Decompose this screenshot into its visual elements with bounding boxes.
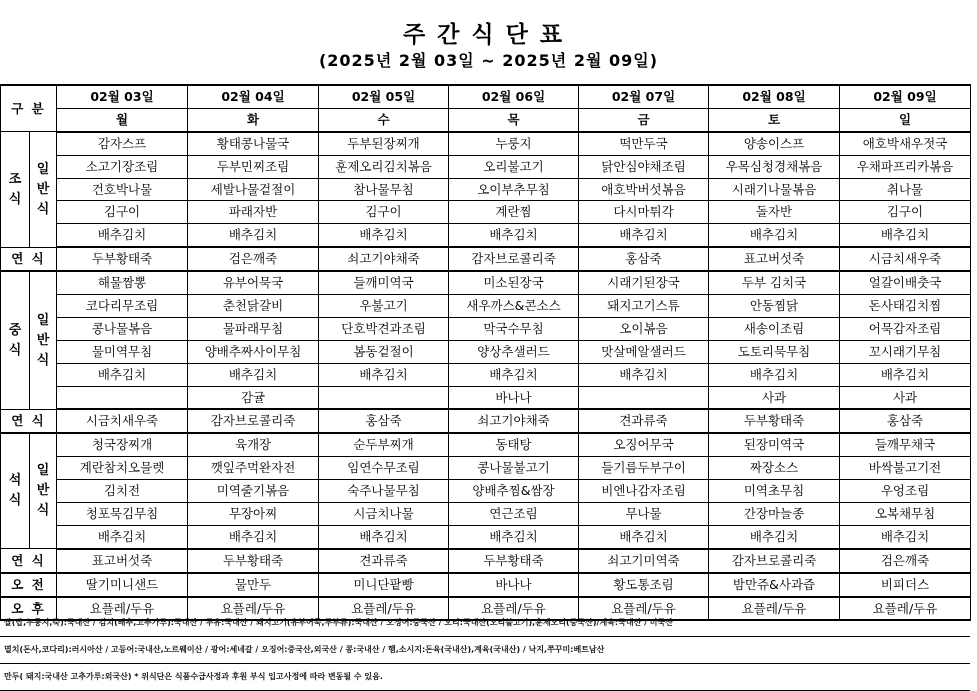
origin-note: 멸치(돈사,코다리):러시아산 / 고등어:국내산,노르웨이산 / 광어:세네갈 / 오징어:중국산,외국산 / 콩:국내산 / 햄,소시지:돈육(국내산),계육(국내산) / 낙지,쭈꾸미:베트남산 xyxy=(0,637,970,664)
dinner-dish-cell: 바싹불고기전 xyxy=(840,457,971,480)
lunch-dish-cell: 사과 xyxy=(709,386,840,409)
porridge-noon-item-cell: 견과류죽 xyxy=(579,409,709,433)
porridge-evening-item-cell: 견과류죽 xyxy=(319,549,449,573)
lunch-dish-cell: 두부 김치국 xyxy=(709,271,840,294)
dinner-dish-cell: 오징어무국 xyxy=(579,433,709,456)
lunch-row xyxy=(1,386,971,409)
dinner-dish-cell: 무장아찌 xyxy=(188,503,319,526)
lunch-row xyxy=(1,340,971,363)
dinner-dish-cell: 간장마늘종 xyxy=(709,503,840,526)
breakfast-dish-cell: 배추김치 xyxy=(579,224,709,247)
dinner-dish-cell: 청국장찌개 xyxy=(57,433,188,456)
porridge-noon-label: 연 식 xyxy=(1,409,57,433)
dinner-dish-cell: 배추김치 xyxy=(579,525,709,548)
dinner-row xyxy=(1,457,971,480)
breakfast-row xyxy=(1,201,971,224)
dinner-dish-cell: 배추김치 xyxy=(188,525,319,548)
dinner-dish-cell: 들기름두부구이 xyxy=(579,457,709,480)
breakfast-dish-cell: 다시마튀각 xyxy=(579,201,709,224)
lunch-dish-cell: 사과 xyxy=(840,386,971,409)
dinner-dish-cell: 동태탕 xyxy=(449,433,579,456)
dinner-dish-cell: 김치전 xyxy=(57,480,188,503)
lunch-dish-cell: 배추김치 xyxy=(57,363,188,386)
porridge-noon-item-cell: 홍삼죽 xyxy=(840,409,971,433)
breakfast-dish-cell: 파래자반 xyxy=(188,201,319,224)
breakfast-dish-cell: 누룽지 xyxy=(449,132,579,155)
breakfast-dish-cell: 세발나물겉절이 xyxy=(188,178,319,201)
dinner-row xyxy=(1,503,971,526)
breakfast-dish-cell: 배추김치 xyxy=(449,224,579,247)
porridge-evening-item-cell: 표고버섯죽 xyxy=(57,549,188,573)
porridge-noon-item-cell: 두부황태죽 xyxy=(709,409,840,433)
porridge-noon-item-cell: 감자브로콜리죽 xyxy=(188,409,319,433)
afternoon-snack-item-cell: 요플레/두유 xyxy=(319,597,449,621)
lunch-dish-cell: 돼지고기스튜 xyxy=(579,295,709,318)
lunch-type-label: 일 반 식 xyxy=(30,271,57,409)
section-header: 구 분 xyxy=(1,85,57,132)
dinner-dish-cell: 우엉조림 xyxy=(840,480,971,503)
porridge-noon-row xyxy=(1,409,971,433)
dinner-meal-label: 석 식 xyxy=(1,433,30,548)
porridge-morning-item-cell: 감자브로콜리죽 xyxy=(449,247,579,271)
lunch-row xyxy=(1,363,971,386)
afternoon-snack-item-cell: 요플레/두유 xyxy=(188,597,319,621)
weekday-cell: 월 xyxy=(57,108,188,131)
dinner-dish-cell: 숙주나물무침 xyxy=(319,480,449,503)
breakfast-dish-cell: 훈제오리김치볶음 xyxy=(319,155,449,178)
lunch-dish-cell: 맛살메알샐러드 xyxy=(579,340,709,363)
dinner-type-label: 일 반 식 xyxy=(30,433,57,548)
dinner-dish-cell: 콩나물불고기 xyxy=(449,457,579,480)
lunch-row xyxy=(1,271,971,294)
dinner-dish-cell: 양배추찜&쌈장 xyxy=(449,480,579,503)
lunch-dish-cell: 양배추짜사이무침 xyxy=(188,340,319,363)
date-cell: 02월 08일 xyxy=(709,85,840,108)
porridge-evening-item-cell: 두부황태죽 xyxy=(449,549,579,573)
dinner-dish-cell: 순두부찌개 xyxy=(319,433,449,456)
dinner-dish-cell: 미역초무침 xyxy=(709,480,840,503)
meal-table xyxy=(0,84,971,621)
porridge-noon-item-cell: 쇠고기야채죽 xyxy=(449,409,579,433)
lunch-dish-cell: 감귤 xyxy=(188,386,319,409)
lunch-dish-cell: 해물짬뽕 xyxy=(57,271,188,294)
porridge-evening-label: 연 식 xyxy=(1,549,57,573)
lunch-dish-cell: 오이볶음 xyxy=(579,317,709,340)
lunch-dish-cell: 미소된장국 xyxy=(449,271,579,294)
weekday-cell: 금 xyxy=(579,108,709,131)
breakfast-dish-cell: 두부민찌조림 xyxy=(188,155,319,178)
lunch-dish-cell: 어묵감자조림 xyxy=(840,317,971,340)
breakfast-dish-cell: 배추김치 xyxy=(840,224,971,247)
dinner-dish-cell: 배추김치 xyxy=(57,525,188,548)
morning-snack-item-cell: 바나나 xyxy=(449,573,579,597)
date-range: (2025년 2월 03일 ~ 2025년 2월 09일) xyxy=(318,51,659,70)
lunch-dish-cell xyxy=(319,386,449,409)
porridge-evening-row xyxy=(1,549,971,573)
weekday-cell: 토 xyxy=(709,108,840,131)
porridge-evening-item-cell: 감자브로콜리죽 xyxy=(709,549,840,573)
dinner-dish-cell: 미역줄기볶음 xyxy=(188,480,319,503)
porridge-morning-row xyxy=(1,247,971,271)
breakfast-dish-cell: 애호박새우젓국 xyxy=(840,132,971,155)
date-cell: 02월 06일 xyxy=(449,85,579,108)
morning-snack-item-cell: 황도통조림 xyxy=(579,573,709,597)
breakfast-dish-cell: 양송이스프 xyxy=(709,132,840,155)
lunch-dish-cell xyxy=(57,386,188,409)
dinner-dish-cell: 연근조림 xyxy=(449,503,579,526)
meal-table-body xyxy=(1,85,971,620)
breakfast-dish-cell: 황태콩나물국 xyxy=(188,132,319,155)
breakfast-dish-cell: 건호박나물 xyxy=(57,178,188,201)
porridge-morning-item-cell: 홍삼죽 xyxy=(579,247,709,271)
breakfast-dish-cell: 배추김치 xyxy=(319,224,449,247)
lunch-dish-cell: 콩나물볶음 xyxy=(57,317,188,340)
lunch-dish-cell: 얼갈이배춧국 xyxy=(840,271,971,294)
morning-snack-item-cell: 비피더스 xyxy=(840,573,971,597)
dinner-dish-cell: 들깨무채국 xyxy=(840,433,971,456)
morning-snack-label: 오 전 xyxy=(1,573,57,597)
breakfast-dish-cell: 애호박버섯볶음 xyxy=(579,178,709,201)
lunch-dish-cell: 배추김치 xyxy=(579,363,709,386)
lunch-dish-cell: 배추김치 xyxy=(188,363,319,386)
date-row xyxy=(1,85,971,108)
morning-snack-item-cell: 밤만쥬&사과즙 xyxy=(709,573,840,597)
lunch-dish-cell: 봄동겉절이 xyxy=(319,340,449,363)
morning-snack-item-cell: 딸기미니샌드 xyxy=(57,573,188,597)
breakfast-dish-cell: 참나물무침 xyxy=(319,178,449,201)
dinner-dish-cell: 배추김치 xyxy=(840,525,971,548)
breakfast-dish-cell: 돌자반 xyxy=(709,201,840,224)
porridge-noon-item-cell: 홍삼죽 xyxy=(319,409,449,433)
date-cell: 02월 09일 xyxy=(840,85,971,108)
dinner-dish-cell: 청포묵김무침 xyxy=(57,503,188,526)
lunch-dish-cell: 물미역무침 xyxy=(57,340,188,363)
breakfast-dish-cell: 취나물 xyxy=(840,178,971,201)
breakfast-dish-cell: 감자스프 xyxy=(57,132,188,155)
porridge-evening-item-cell: 검은깨죽 xyxy=(840,549,971,573)
breakfast-dish-cell: 김구이 xyxy=(57,201,188,224)
morning-snack-item-cell: 물만두 xyxy=(188,573,319,597)
afternoon-snack-item-cell: 요플레/두유 xyxy=(449,597,579,621)
dinner-dish-cell: 임연수무조림 xyxy=(319,457,449,480)
date-cell: 02월 04일 xyxy=(188,85,319,108)
afternoon-snack-item-cell: 요플레/두유 xyxy=(579,597,709,621)
porridge-evening-item-cell: 두부황태죽 xyxy=(188,549,319,573)
weekday-cell: 일 xyxy=(840,108,971,131)
dinner-dish-cell: 배추김치 xyxy=(319,525,449,548)
breakfast-dish-cell: 배추김치 xyxy=(709,224,840,247)
dinner-dish-cell: 육개장 xyxy=(188,433,319,456)
lunch-dish-cell: 양상추샐러드 xyxy=(449,340,579,363)
dinner-dish-cell: 계란참치오믈렛 xyxy=(57,457,188,480)
lunch-dish-cell: 배추김치 xyxy=(449,363,579,386)
breakfast-dish-cell: 김구이 xyxy=(840,201,971,224)
breakfast-dish-cell: 소고기장조림 xyxy=(57,155,188,178)
lunch-dish-cell: 시래기된장국 xyxy=(579,271,709,294)
dinner-dish-cell: 배추김치 xyxy=(709,525,840,548)
breakfast-dish-cell: 배추김치 xyxy=(57,224,188,247)
dinner-dish-cell: 시금치나물 xyxy=(319,503,449,526)
lunch-dish-cell: 배추김치 xyxy=(840,363,971,386)
porridge-morning-item-cell: 두부황태죽 xyxy=(57,247,188,271)
lunch-dish-cell: 바나나 xyxy=(449,386,579,409)
lunch-dish-cell xyxy=(579,386,709,409)
lunch-dish-cell: 새우까스&콘소스 xyxy=(449,295,579,318)
breakfast-dish-cell: 김구이 xyxy=(319,201,449,224)
porridge-morning-label: 연 식 xyxy=(1,247,57,271)
weekday-row xyxy=(1,108,971,131)
breakfast-dish-cell: 계란찜 xyxy=(449,201,579,224)
dinner-row xyxy=(1,433,971,456)
page-title: 주간식단표 xyxy=(402,22,575,48)
lunch-dish-cell: 도토리묵무침 xyxy=(709,340,840,363)
porridge-evening-item-cell: 쇠고기미역죽 xyxy=(579,549,709,573)
porridge-morning-item-cell: 쇠고기야채죽 xyxy=(319,247,449,271)
origin-note: 만두( 돼지:국내산 고추가루:외국산) * 위식단은 식품수급사정과 후원 부식 입고사정에 따라 변동될 수 있음. xyxy=(0,664,970,691)
lunch-dish-cell: 단호박견과조림 xyxy=(319,317,449,340)
afternoon-snack-item-cell: 요플레/두유 xyxy=(57,597,188,621)
breakfast-dish-cell: 시래기나물볶음 xyxy=(709,178,840,201)
date-cell: 02월 05일 xyxy=(319,85,449,108)
breakfast-row xyxy=(1,132,971,155)
dinner-dish-cell: 비엔나감자조림 xyxy=(579,480,709,503)
dinner-dish-cell: 깻잎주먹완자전 xyxy=(188,457,319,480)
date-cell: 02월 03일 xyxy=(57,85,188,108)
breakfast-row xyxy=(1,155,971,178)
lunch-dish-cell: 안동찜닭 xyxy=(709,295,840,318)
breakfast-dish-cell: 떡만두국 xyxy=(579,132,709,155)
breakfast-meal-label: 조 식 xyxy=(1,132,30,247)
lunch-dish-cell: 유부어묵국 xyxy=(188,271,319,294)
breakfast-type-label: 일 반 식 xyxy=(30,132,57,247)
dinner-row xyxy=(1,480,971,503)
lunch-dish-cell: 새송이조림 xyxy=(709,317,840,340)
lunch-dish-cell: 막국수무침 xyxy=(449,317,579,340)
dinner-dish-cell: 오복채무침 xyxy=(840,503,971,526)
lunch-dish-cell: 들깨미역국 xyxy=(319,271,449,294)
lunch-row xyxy=(1,295,971,318)
lunch-dish-cell: 코다리무조림 xyxy=(57,295,188,318)
porridge-noon-item-cell: 시금치새우죽 xyxy=(57,409,188,433)
morning-snack-row xyxy=(1,573,971,597)
porridge-morning-item-cell: 시금치새우죽 xyxy=(840,247,971,271)
origin-note: 쌀(밥,누룽지,죽):국내산 / 김치(배추,고추가루):국내산 / 두유:국내산 / 돼지고기(유부어묵,두부류):국내산 / 오징어:중국산 / 오리:국내산(오리불고기),훈제오리(중국산)/계육:국내산 / 미국산 xyxy=(0,610,970,637)
lunch-dish-cell: 우불고기 xyxy=(319,295,449,318)
breakfast-dish-cell: 우채파프리카볶음 xyxy=(840,155,971,178)
morning-snack-item-cell: 미니단팥빵 xyxy=(319,573,449,597)
lunch-row xyxy=(1,317,971,340)
lunch-dish-cell: 춘천닭갈비 xyxy=(188,295,319,318)
lunch-dish-cell: 돈사태김치찜 xyxy=(840,295,971,318)
notes-area xyxy=(0,610,970,691)
weekday-cell: 수 xyxy=(319,108,449,131)
dinner-dish-cell: 된장미역국 xyxy=(709,433,840,456)
dinner-dish-cell: 무나물 xyxy=(579,503,709,526)
breakfast-row xyxy=(1,178,971,201)
afternoon-snack-label: 오 후 xyxy=(1,597,57,621)
weekday-cell: 목 xyxy=(449,108,579,131)
breakfast-dish-cell: 우목심청경채볶음 xyxy=(709,155,840,178)
weekday-cell: 화 xyxy=(188,108,319,131)
dinner-dish-cell: 짜장소스 xyxy=(709,457,840,480)
lunch-dish-cell: 배추김치 xyxy=(709,363,840,386)
dinner-dish-cell: 배추김치 xyxy=(449,525,579,548)
porridge-morning-item-cell: 표고버섯죽 xyxy=(709,247,840,271)
breakfast-dish-cell: 배추김치 xyxy=(188,224,319,247)
lunch-dish-cell: 꼬시래기무침 xyxy=(840,340,971,363)
porridge-morning-item-cell: 검은깨죽 xyxy=(188,247,319,271)
lunch-dish-cell: 배추김치 xyxy=(319,363,449,386)
breakfast-dish-cell: 오리불고기 xyxy=(449,155,579,178)
afternoon-snack-item-cell: 요플레/두유 xyxy=(840,597,971,621)
breakfast-row xyxy=(1,224,971,247)
afternoon-snack-item-cell: 요플레/두유 xyxy=(709,597,840,621)
breakfast-dish-cell: 오이부추무침 xyxy=(449,178,579,201)
lunch-meal-label: 중 식 xyxy=(1,271,30,409)
breakfast-dish-cell: 닭안심야채조림 xyxy=(579,155,709,178)
breakfast-dish-cell: 두부된장찌개 xyxy=(319,132,449,155)
date-cell: 02월 07일 xyxy=(579,85,709,108)
dinner-row xyxy=(1,525,971,548)
lunch-dish-cell: 물파래무침 xyxy=(188,317,319,340)
